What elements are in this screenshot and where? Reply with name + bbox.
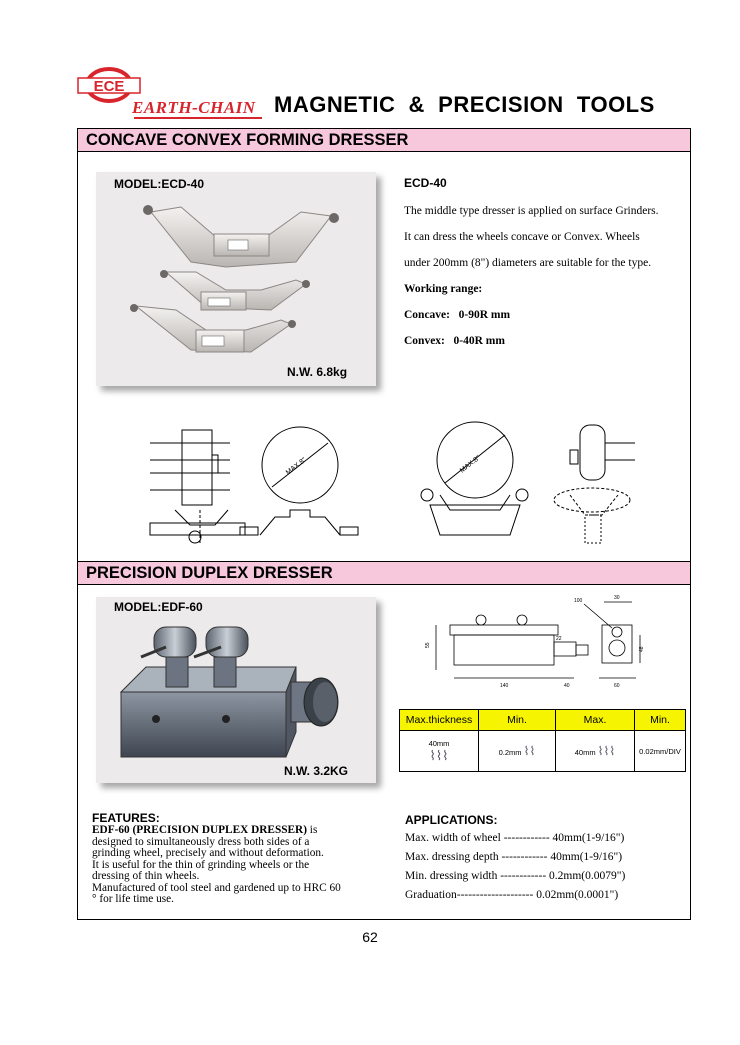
features-line: grinding wheel, precisely and without deformation.: [92, 847, 324, 859]
page-title: MAGNETIC & PRECISION TOOLS: [274, 92, 655, 117]
working-range-label: Working range:: [404, 283, 483, 295]
edf60-dimension-drawing: [414, 590, 656, 694]
table-header: Min.: [479, 710, 556, 731]
features-is: is: [306, 824, 318, 836]
application-row: Max. width of wheel ------------ 40mm(1-9/16"): [405, 832, 625, 844]
applications-heading: APPLICATIONS:: [405, 813, 498, 827]
features-line: It is useful for the thin of grinding wheels or the: [92, 858, 310, 871]
ecd40-code: ECD-40: [404, 176, 447, 190]
ecd40-description: [404, 198, 694, 354]
svg-text:55: 55: [425, 642, 431, 648]
table-header: Max.thickness: [400, 710, 479, 731]
brand-name: EARTH-CHAIN: [132, 98, 256, 117]
concave-label: Concave:: [404, 309, 450, 321]
features-model: EDF-60 (PRECISION DUPLEX DRESSER): [92, 824, 307, 836]
svg-text:100: 100: [574, 598, 583, 604]
table-cell: 0.2mm ⌇⌇: [479, 731, 556, 772]
table-header: Min.: [635, 710, 686, 731]
table-header: Max.: [556, 710, 635, 731]
svg-text:60: 60: [614, 683, 620, 689]
svg-text:22: 22: [556, 636, 562, 642]
convex-value: 0-40R mm: [453, 335, 505, 347]
application-row: Min. dressing width ------------ 0.2mm(0.0079"): [405, 870, 626, 882]
brand-underline: [134, 117, 262, 119]
ecd40-desc-line: It can dress the wheels concave or Convex. Wheels: [404, 231, 640, 243]
features-text: [92, 825, 382, 906]
edf60-photo: [96, 597, 376, 783]
edf60-model-label: MODEL:EDF-60: [114, 600, 203, 614]
page-number: 62: [362, 929, 378, 945]
concave-value: 0-90R mm: [458, 309, 511, 321]
edf60-spec-table: [399, 709, 686, 772]
features-line: Manufactured of tool steel and gardened up to HRC 60: [92, 881, 341, 894]
application-row: Max. dressing depth ------------ 40mm(1-9/16"): [405, 851, 623, 863]
svg-text:MAX.8": MAX.8": [458, 454, 482, 475]
svg-text:ECE: ECE: [93, 78, 125, 95]
application-row: Graduation-------------------- 0.02mm(0.0001"): [405, 889, 619, 901]
svg-text:48: 48: [639, 646, 645, 652]
svg-text:40: 40: [564, 683, 570, 689]
features-heading: FEATURES:: [92, 811, 160, 825]
svg-text:140: 140: [500, 683, 509, 689]
ecd40-model-label: MODEL:ECD-40: [114, 177, 205, 191]
ecd40-desc-line: under 200mm (8") diameters are suitable for the type.: [404, 257, 652, 269]
section-heading-concave-convex: CONCAVE CONVEX FORMING DRESSER: [78, 128, 690, 152]
table-cell: 0.02mm/DIV: [635, 731, 686, 772]
features-line: ° for life time use.: [92, 893, 175, 905]
ecd40-photo: [96, 172, 376, 386]
edf60-weight: N.W. 3.2KG: [284, 764, 349, 778]
ecd40-weight: N.W. 6.8kg: [287, 365, 348, 379]
table-cell: 40mm ⌇⌇⌇: [400, 731, 479, 772]
applications-list: [405, 829, 690, 905]
ecd40-technical-drawings: [140, 415, 640, 550]
section-heading-duplex: PRECISION DUPLEX DRESSER: [78, 561, 690, 585]
features-line: dressing of thin wheels.: [92, 870, 200, 882]
convex-label: Convex:: [404, 335, 445, 347]
svg-text:MAX.8": MAX.8": [284, 456, 308, 477]
ecd40-desc-line: The middle type dresser is applied on surface Grinders.: [404, 205, 659, 217]
svg-text:30: 30: [614, 595, 620, 601]
table-cell: 40mm ⌇⌇⌇: [556, 731, 635, 772]
features-line: designed to simultaneously dress both sides of a: [92, 835, 310, 848]
